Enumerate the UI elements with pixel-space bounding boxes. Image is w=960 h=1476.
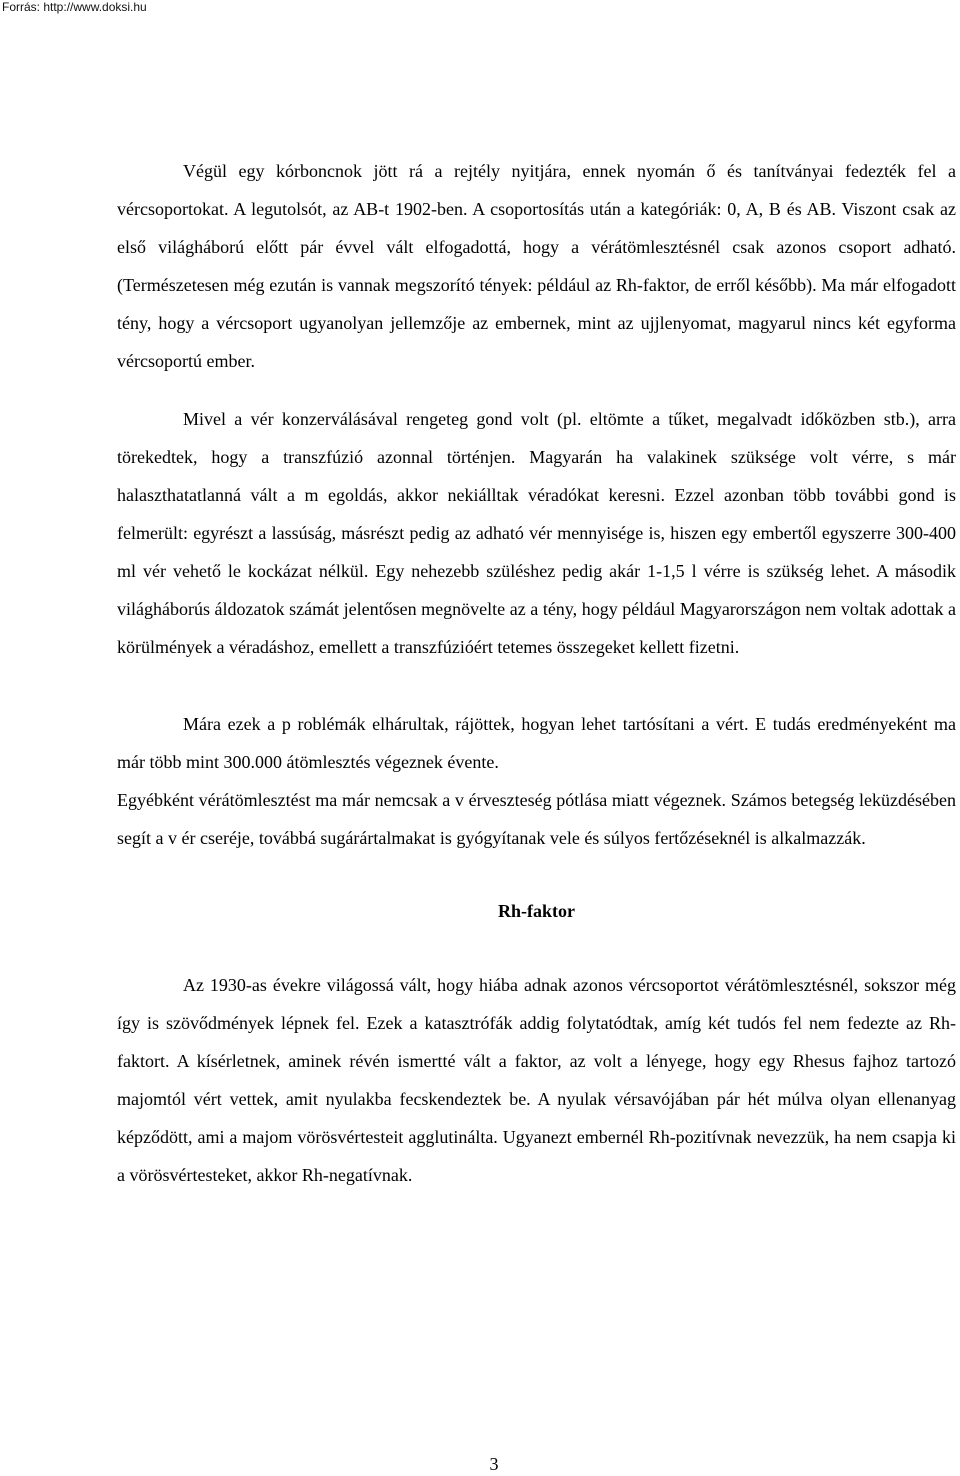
paragraph-1: Végül egy kórboncnok jött rá a rejtély nyitjára, ennek nyomán ő és tanítványai fedezték fel a vércsoportokat. A legutolsót, az AB-t 1902-ben. A csoportosítás után a kategóriák: 0, A, B és AB. Viszont csak az első világháború előtt pár évvel vált elfogadottá, hogy a vérátömlesztésnél csak azonos csoport adható. (Természetesen még ezután is vannak megszorító tények: például az Rh-faktor, de erről később). Ma már elfogadott tény, hogy a vércsoport ugyanolyan jellemzője az embernek, mint az ujjlenyomat, magyarul nincs két egyforma vércsoportú ember. [117,161,956,371]
section-heading: Rh-faktor [498,901,575,921]
page-number: 3 [489,1454,499,1474]
document-body [117,152,956,1194]
rh-paragraph: Az 1930-as évekre világossá vált, hogy hiába adnak azonos vércsoportot vérátömlesztésnél, sokszor még így is szövődmények lépnek fel. Ezek a katasztrófák addig folytatódtak, amíg két tudós fel nem fedezte az Rh-faktort. A kísérletnek, aminek révén ismertté vált a faktor, az volt a lényege, hogy egy Rhesus fajhoz tartozó majomtól vért vettek, amit nyulakba fecskendeztek be. A nyulak vérsavójában pár hét múlva olyan ellenanyag képződött, ami a majom vörösvértesteit agglutinálta. Ugyanezt embernél Rh-pozitívnak nevezzük, ha nem csapja ki a vörösvértesteket, akkor Rh-negatívnak. [117,975,956,1185]
source-url: Forrás: http://www.doksi.hu [2,0,147,14]
paragraph-2: Mivel a vér konzerválásával rengeteg gond volt (pl. eltömte a tűket, megalvadt időközben stb.), arra törekedtek, hogy a transzfúzió azonnal történjen. Magyarán ha valakinek szüksége volt vérre, s már halaszthatatlanná vált a m egoldás, akkor nekiálltak véradókat keresni. Ezzel azonban több további gond is felmerült: egyrészt a lassúság, másrészt pedig az adható vér mennyisége is, hiszen egy embertől egyszerre 300-400 ml vér vehető le kockázat nélkül. Egy nehezebb szüléshez pedig akár 1-1,5 l vérre is szükség lehet. A második világháborús áldozatok számát jelentősen megnövelte az a tény, hogy például Magyarországon nem voltak adottak a körülmények a véradáshoz, emellett a transzfúzióért tetemes összegeket kellett fizetni. [117,409,956,657]
paragraph-4: Egyébként vérátömlesztést ma már nemcsak a v érveszteség pótlása miatt végeznek. Számos betegség leküzdésében segít a v ér cseréje, továbbá sugárártalmakat is gyógyítanak vele és súlyos fertőzéseknél is alkalmazzák. [117,790,956,848]
paragraph-3: Mára ezek a p roblémák elhárultak, rájöttek, hogyan lehet tartósítani a vért. E tudás eredményeként ma már több mint 300.000 átömlesztés végeznek évente. [117,714,956,772]
